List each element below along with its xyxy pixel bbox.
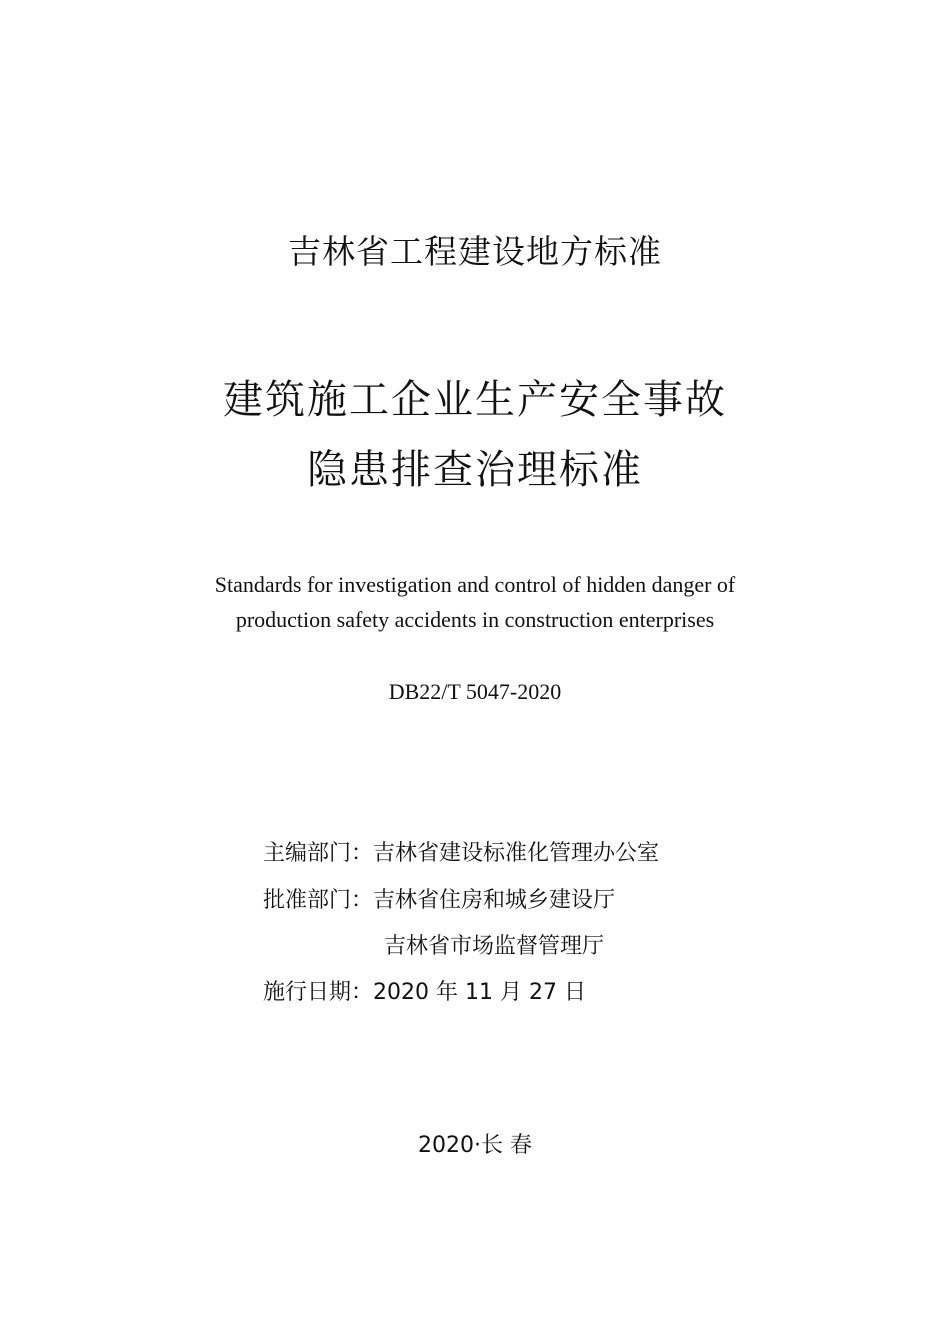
approver-row (263, 883, 615, 914)
editor-label: 主编部门： (263, 841, 374, 866)
editor-value: 吉林省建设标准化管理办公室 (373, 841, 660, 866)
standard-code: DB22/T 5047-2020 (388, 679, 562, 704)
approver-label: 批准部门： (263, 888, 374, 913)
main-title-line-2: 隐患排查治理标准 (307, 447, 643, 493)
editor-row (263, 836, 659, 867)
date-label: 施行日期： (263, 980, 374, 1005)
date-value: 2020 年 11 月 27 日 (373, 980, 586, 1005)
approver-value-2: 吉林省市场监督管理厅 (384, 934, 605, 959)
approver-value-1: 吉林省住房和城乡建设厅 (373, 888, 616, 913)
footer-imprint: 2020·长 春 (418, 1133, 532, 1158)
english-title-line-1: Standards for investigation and control of hidden danger of (214, 572, 736, 597)
main-title-line-1: 建筑施工企业生产安全事故 (223, 377, 727, 423)
effective-date-row (263, 975, 586, 1006)
approver-row-2 (384, 929, 604, 960)
english-title-line-2: production safety accidents in construction enterprises (235, 607, 715, 632)
series-title: 吉林省工程建设地方标准 (288, 232, 662, 271)
